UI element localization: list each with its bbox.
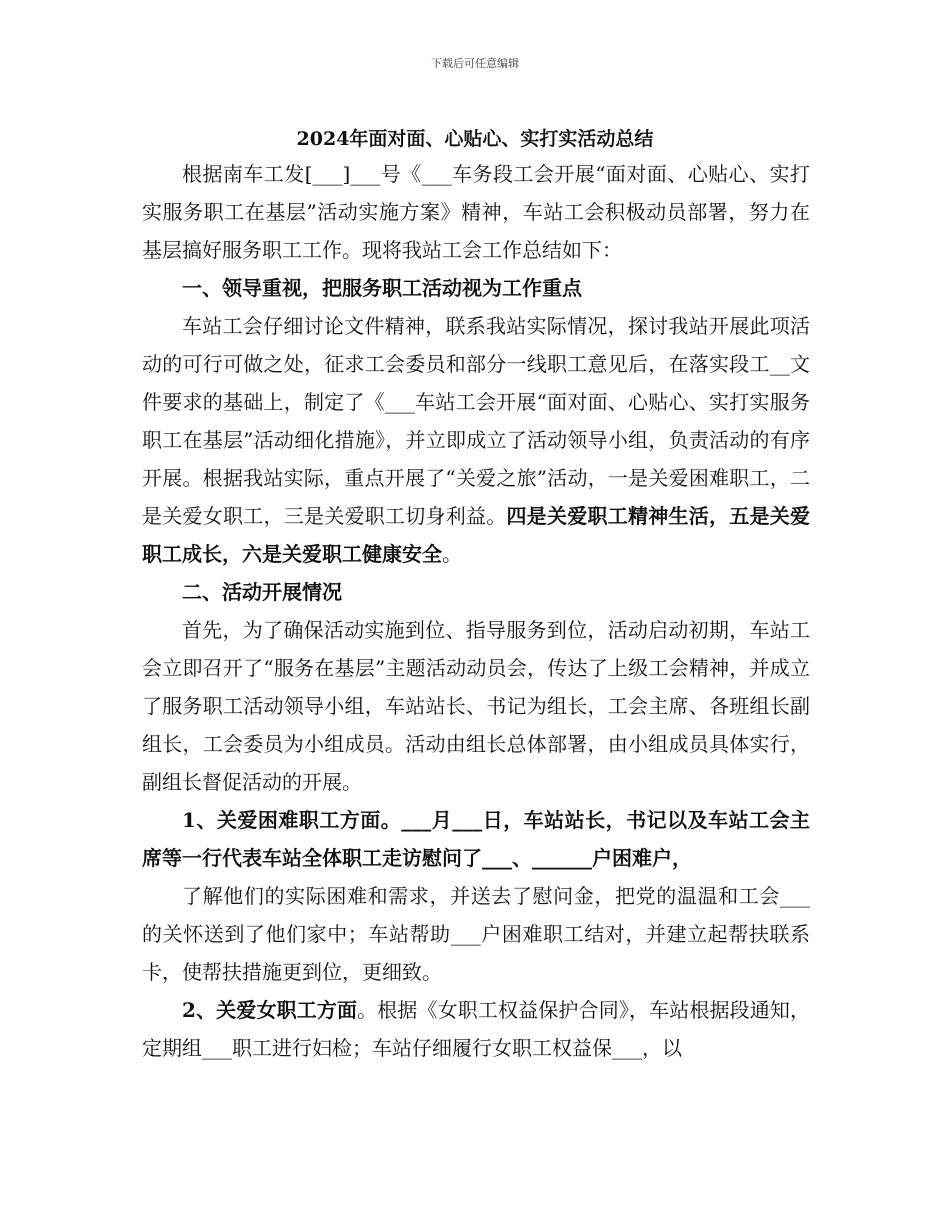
section1-bold-text: 四是关爱职工精神生活，五是关爱职工成长，六是关爱职工健康安全	[142, 504, 810, 566]
section2-paragraph-2: 1、关爱困难职工方面。___月___日，车站站长，书记以及车站工会主席等一行代表车站全体职工走访慰问了___、______户困难户，	[142, 808, 810, 870]
section1-end: 。	[442, 542, 462, 566]
intro-paragraph: 根据南车工发[___]___号《___车务段工会开展“面对面、心贴心、实打实服务职工在基层”活动实施方案》精神，车站工会积极动员部署，努力在基层搞好服务职工工作。现将我站工会工作总结如下：	[142, 162, 810, 262]
section1-paragraph	[142, 307, 810, 573]
page-header: 下载后可任意编辑	[431, 57, 519, 70]
section1-heading: 一、领导重视，把服务职工活动视为工作重点	[182, 276, 582, 300]
document-title: 2024年面对面、心贴心、实打实活动总结	[296, 128, 654, 150]
section1-text: 车站工会仔细讨论文件精神，联系我站实际情况，探讨我站开展此项活动的可行可做之处，征求工会委员和部分一线职工意见后，在落实段工__文件要求的基础上，制定了《___车站工会开展“面对面、心贴心、实打实服务职工在基层”活动细化措施》，并立即成立了活动领导小组，负责活动的有序开展。根据我站实际，重点开展了“关爱之旅”活动，一是关爱困难职工，二是关爱女职工，三是关爱职工切身利益。	[142, 314, 810, 528]
section2-heading: 二、活动开展情况	[182, 580, 342, 604]
section2-paragraph-1: 首先，为了确保活动实施到位、指导服务到位，活动启动初期，车站工会立即召开了“服务在基层”主题活动动员会，传达了上级工会精神，并成立了服务职工活动领导小组，车站站长、书记为组长，工会主席、各班组长副组长，工会委员为小组成员。活动由组长总体部署，由小组成员具体实行，副组长督促活动的开展。	[142, 618, 810, 794]
section2-para4-text: 。根据《女职工权益保护合同》，车站根据段通知，定期组___职工进行妇检；车站仔细履行女职工权益保___，以	[142, 998, 811, 1060]
document-body	[142, 155, 810, 1067]
section2-paragraph-3: 了解他们的实际困难和需求，并送去了慰问金，把党的温温和工会___的关怀送到了他们家中；车站帮助___户困难职工结对，并建立起帮扶联系卡，使帮扶措施更到位，更细致。	[142, 884, 810, 984]
section2-paragraph-4	[142, 991, 810, 1067]
section2-para4-heading: 2、关爱女职工方面	[182, 998, 358, 1022]
